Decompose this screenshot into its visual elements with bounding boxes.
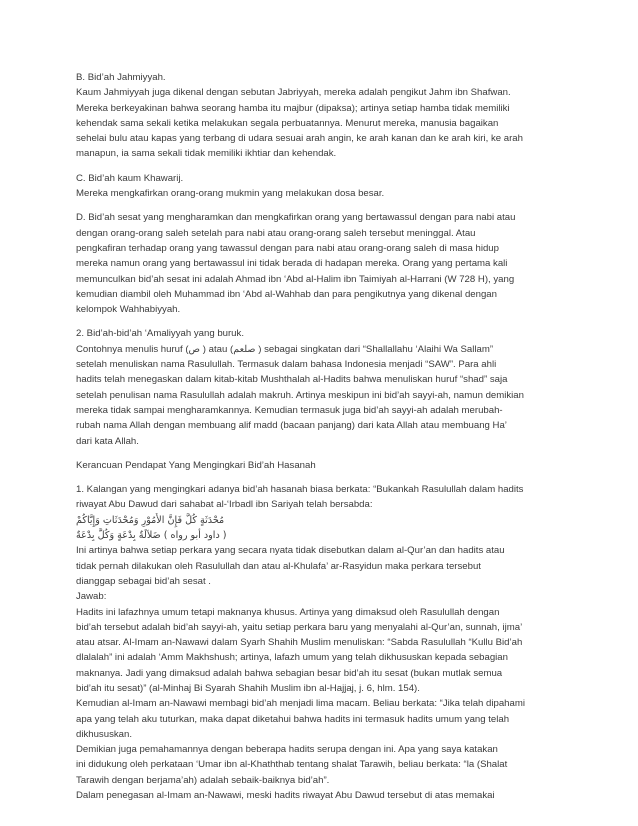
section-kerancuan-heading <box>76 458 566 473</box>
text-line: Ini artinya bahwa setiap perkara yang secara nyata tidak disebutkan dalam al-Qur’an dan hadits atau <box>76 545 505 557</box>
section-heading: Kerancuan Pendapat Yang Mengingkari Bid’ah Hasanah <box>76 459 316 471</box>
text-line: bid’ah tersebut adalah bid’ah sayyi-ah, yaitu setiap perkara baru yang menyalahi al-Qur’an, sunnah, ijma’ <box>76 621 523 633</box>
text-line: Mereka berkeyakinan bahwa seorang hamba itu majbur (dipaksa); artinya setiap hamba tidak memiliki <box>76 102 510 114</box>
section-heading: C. Bid’ah kaum Khawarij. <box>76 172 184 184</box>
text-line: setelah penulisan nama Rasulullah adalah makruh. Artinya meskipun ini bid’ah sayyi-ah, namun demikian <box>76 389 524 401</box>
text-line: manapun, ia sama sekali tidak memiliki ikhtiar dan kehendak. <box>76 148 337 160</box>
text-line: tidak pernah dilakukan oleh Rasulullah dan atau al-Khulafa’ ar-Rasyidun maka perkara tersebut <box>76 560 481 572</box>
text-line: bid’ah itu sesat)” (al-Minhaj Bi Syarah Shahih Muslim ibn al-Hajjaj, j. 6, hlm. 154). <box>76 682 420 694</box>
text-line: D. Bid’ah sesat yang mengharamkan dan mengkafirkan orang yang bertawassul dengan para nabi atau <box>76 212 516 224</box>
text-line: dikhususkan. <box>76 728 132 740</box>
text-line: atau atsar. Al-Imam an-Nawawi dalam Syarh Shahih Muslim menuliskan: “Sabda Rasulullah “Kullu Bid’ah <box>76 637 523 649</box>
text-line: Dalam penegasan al-Imam an-Nawawi, meski hadits riwayat Abu Dawud tersebut di atas memakai <box>76 790 495 802</box>
text-line: memunculkan bid’ah sesat ini adalah Ahmad ibn ‘Abd al-Halim ibn Taimiyah al-Harrani (W 728 H), yang <box>76 273 515 285</box>
text-line: dengan orang-orang saleh setelah para nabi atau orang-orang saleh tersebut meninggal. Atau <box>76 227 476 239</box>
text-line: mereka tidak sampai mengharamkannya. Kemudian termasuk juga bid’ah sayyi-ah adalah merubah- <box>76 404 503 416</box>
text-line: Jawab: <box>76 591 107 603</box>
arabic-line: مُحْدَثَةٍ كُلَّ فَإِنَّ الأُمُوْرِ وَمُحْدَثَاتِ وَإِيَّاكُمْ <box>76 514 225 526</box>
section-bidah-amaliyyah <box>76 326 566 448</box>
text-line: kemudian diambil oleh Muhammad ibn ‘Abd al-Wahhab dan para pengikutnya yang dikenal dengan <box>76 288 497 300</box>
text-line: maknanya. Jadi yang dimaksud adalah bahwa sebagian besar bid’ah itu sesat (bukan mutlak semua <box>76 667 503 679</box>
arabic-line: ( داود أبو رواه ) ضَلاَلَةٌ بِدْعَةٍ وَكُلَّ بِدْعَةٌ <box>76 530 227 542</box>
text-line: dianggap sebagai bid’ah sesat . <box>76 575 211 587</box>
text-line: pengkafiran terhadap orang yang tawassul dengan para nabi atau orang-orang saleh di masa hidup <box>76 242 499 254</box>
text-line: dari kata Allah. <box>76 435 139 447</box>
text-line: 1. Kalangan yang mengingkari adanya bid’ah hasanah biasa berkata: “Bukankah Rasulullah dalam hadits <box>76 484 524 496</box>
text-line: apa yang telah aku tuturkan, maka dapat diketahui bahwa hadits ini termasuk hadits umum yang telah <box>76 713 510 725</box>
text-line: Contohnya menulis huruf (ص ) atau (صلعم ) sebagai singkatan dari “Shallallahu ‘Alaihi Wa Sallam” <box>76 343 494 355</box>
text-line: mereka namun orang yang bertawassul ini tidak berada di hadapan mereka. Orang yang pertama kali <box>76 258 508 270</box>
text-line: hadits telah menegaskan dalam kitab-kitab Mushthalah al-Hadits bahwa menuliskan huruf “shad” saja <box>76 374 508 386</box>
text-line: Mereka mengkafirkan orang-orang mukmin yang melakukan dosa besar. <box>76 188 385 200</box>
text-line: ini didukung oleh perkataan ‘Umar ibn al-Khaththab tentang shalat Tarawih, beliau berkata: “la (Shalat <box>76 759 508 771</box>
text-line: Kaum Jahmiyyah juga dikenal dengan sebutan Jabriyyah, mereka adalah pengikut Jahm ibn Shafwan. <box>76 87 511 99</box>
section-heading: 2. Bid’ah-bid’ah ‘Amaliyyah yang buruk. <box>76 328 244 340</box>
text-line: kelompok Wahhabiyyah. <box>76 304 181 316</box>
document-body <box>76 70 566 803</box>
section-bidah-jahmiyyah <box>76 70 566 162</box>
text-line: dlalalah” ini adalah ‘Amm Makhshush; artinya, lafazh umum yang telah dikhususkan kepada sebagian <box>76 652 508 664</box>
text-line: kehendak sama sekali ketika melakukan segala perbuatannya. Menurut mereka, manusia bagaikan <box>76 117 499 129</box>
text-line: Kemudian al-Imam an-Nawawi membagi bid’ah menjadi lima macam. Beliau berkata: “Jika telah dipahami <box>76 698 525 710</box>
text-line: Demikian juga pemahamannya dengan beberapa hadits serupa dengan ini. Apa yang saya katakan <box>76 744 498 756</box>
text-line: riwayat Abu Dawud dari sahabat al-‘Irbadl ibn Sariyah telah bersabda: <box>76 499 373 511</box>
section-heading: B. Bid’ah Jahmiyyah. <box>76 72 166 83</box>
section-kerancuan-body <box>76 482 566 803</box>
text-line: setelah menuliskan nama Rasulullah. Termasuk dalam bahasa Indonesia menjadi “SAW”. Para ahli <box>76 359 497 371</box>
text-line: Hadits ini lafazhnya umum tetapi maknanya khusus. Artinya yang dimaksud oleh Rasulullah dengan <box>76 606 500 618</box>
section-bidah-tawassul <box>76 210 566 317</box>
section-bidah-khawarij <box>76 171 566 202</box>
text-line: sehelai bulu atau kapas yang terbang di udara sesuai arah angin, ke arah kanan dan ke arah kiri, ke arah <box>76 133 523 145</box>
text-line: rubah nama Allah dengan membuang alif madd (bacaan panjang) dari kata Allah atau membuang Ha’ <box>76 420 507 432</box>
text-line: Tarawih dengan berjama’ah) adalah sebaik-baiknya bid’ah”. <box>76 774 330 786</box>
